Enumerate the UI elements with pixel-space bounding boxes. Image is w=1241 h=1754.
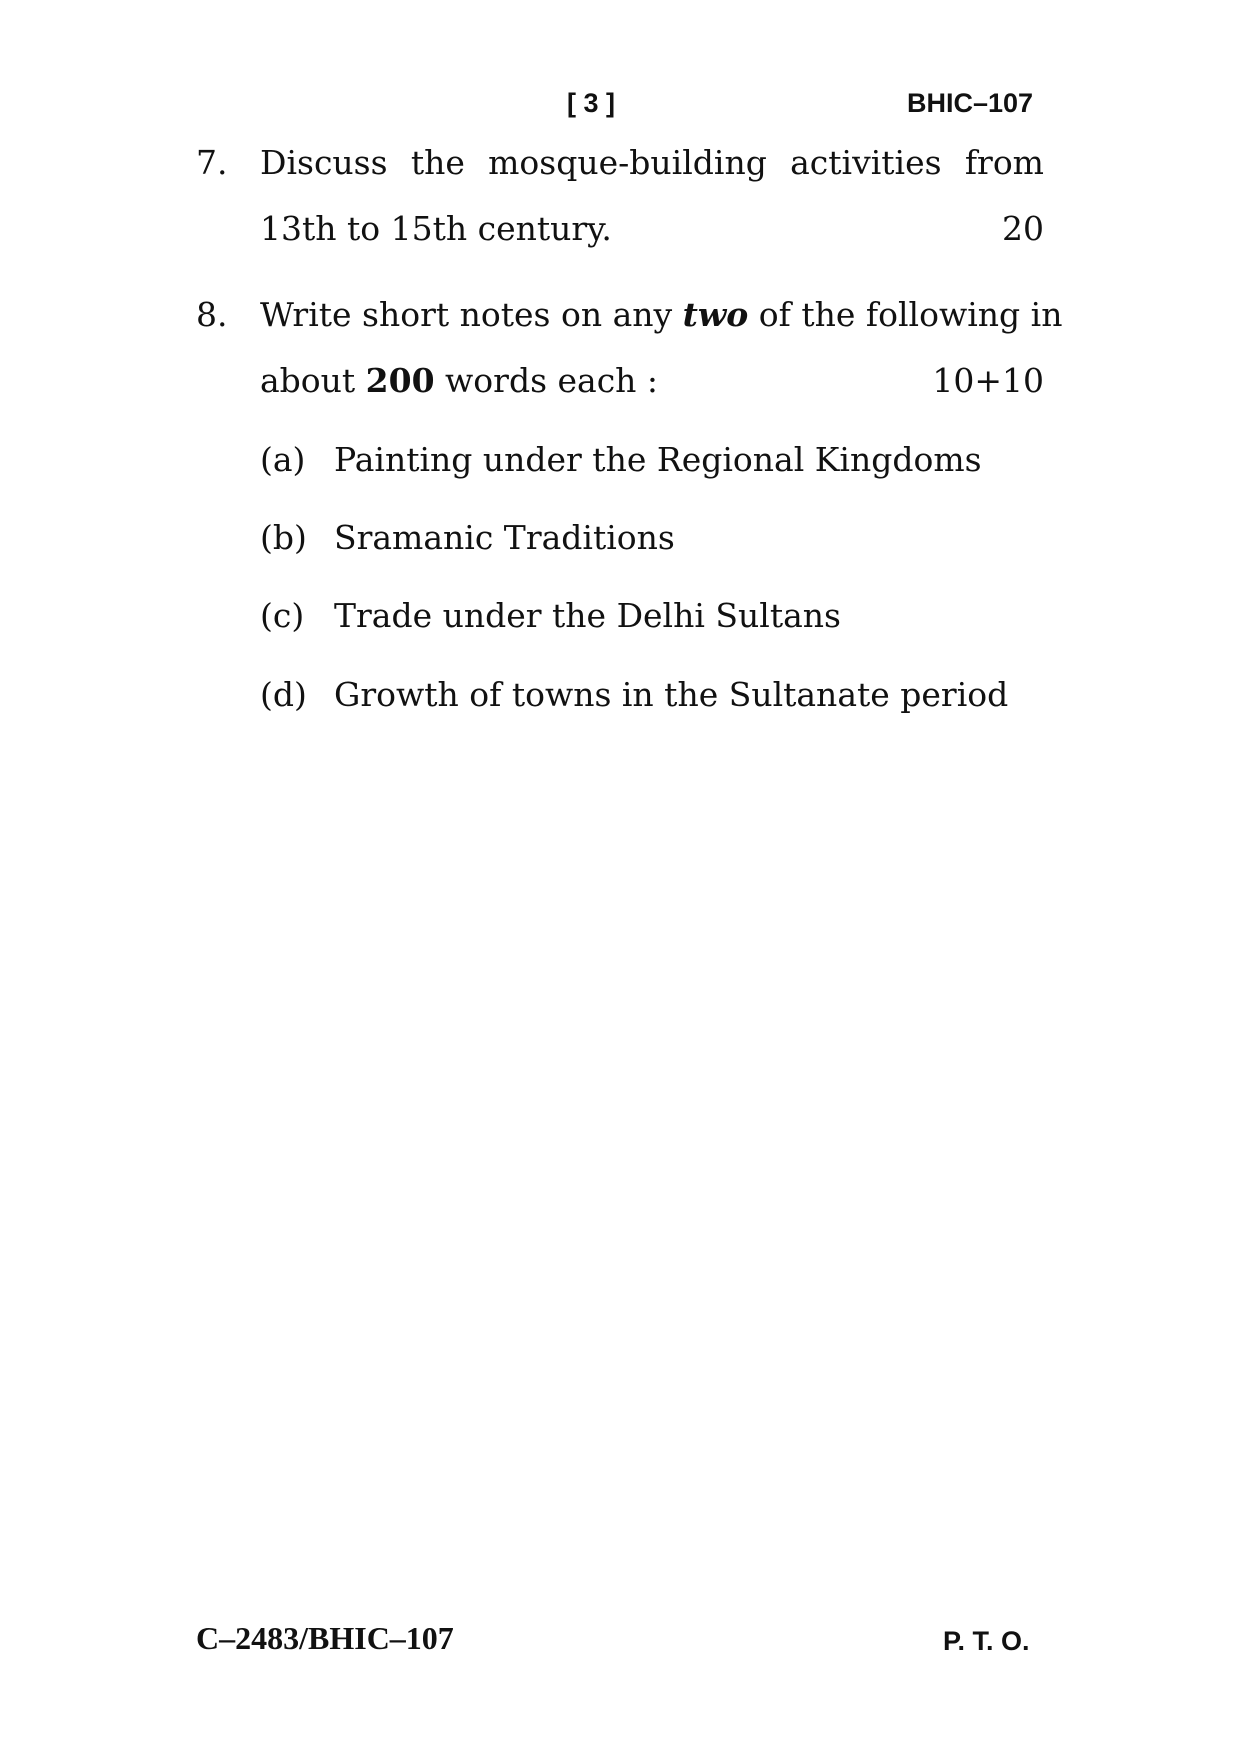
text: Write short notes on any <box>260 295 683 334</box>
question-text-continued: 13th to 15th century. <box>260 209 612 248</box>
option-b <box>260 518 675 557</box>
option-letter: (d) <box>260 675 307 714</box>
word: from <box>964 143 1044 182</box>
question-marks: 10+10 <box>932 361 1044 400</box>
question-number: 7. <box>196 143 228 182</box>
word-count: 200 <box>365 361 435 400</box>
question-number: 8. <box>196 295 228 334</box>
option-a <box>260 440 982 479</box>
option-letter: (a) <box>260 440 306 479</box>
option-d <box>260 675 1008 714</box>
question-marks: 20 <box>1002 209 1044 248</box>
option-text: Painting under the Regional Kingdoms <box>334 440 982 479</box>
word: activities <box>790 143 942 182</box>
question-text-line-1 <box>260 143 1044 182</box>
option-letter: (c) <box>260 596 305 635</box>
page-number: [ 3 ] <box>567 88 616 118</box>
option-text: Growth of towns in the Sultanate period <box>334 675 1009 714</box>
word: Discuss <box>260 143 388 182</box>
question-text-line-2 <box>260 361 1044 400</box>
option-letter: (b) <box>260 518 307 557</box>
footer-paper-code: C–2483/BHIC–107 <box>196 1620 454 1656</box>
word: mosque-building <box>488 143 767 182</box>
question-text-line-2 <box>260 209 1044 248</box>
option-text: Sramanic Traditions <box>334 518 675 557</box>
word: the <box>410 143 465 182</box>
text: words each : <box>434 361 659 400</box>
footer-pto: P. T. O. <box>943 1626 1030 1656</box>
emphasis-two: two <box>682 295 749 334</box>
question-text-line-1 <box>260 295 1063 334</box>
text: of the following in <box>748 295 1063 334</box>
option-text: Trade under the Delhi Sultans <box>334 596 841 635</box>
paper-code-header: BHIC–107 <box>907 88 1034 118</box>
text: about <box>260 361 366 400</box>
option-c <box>260 596 841 635</box>
